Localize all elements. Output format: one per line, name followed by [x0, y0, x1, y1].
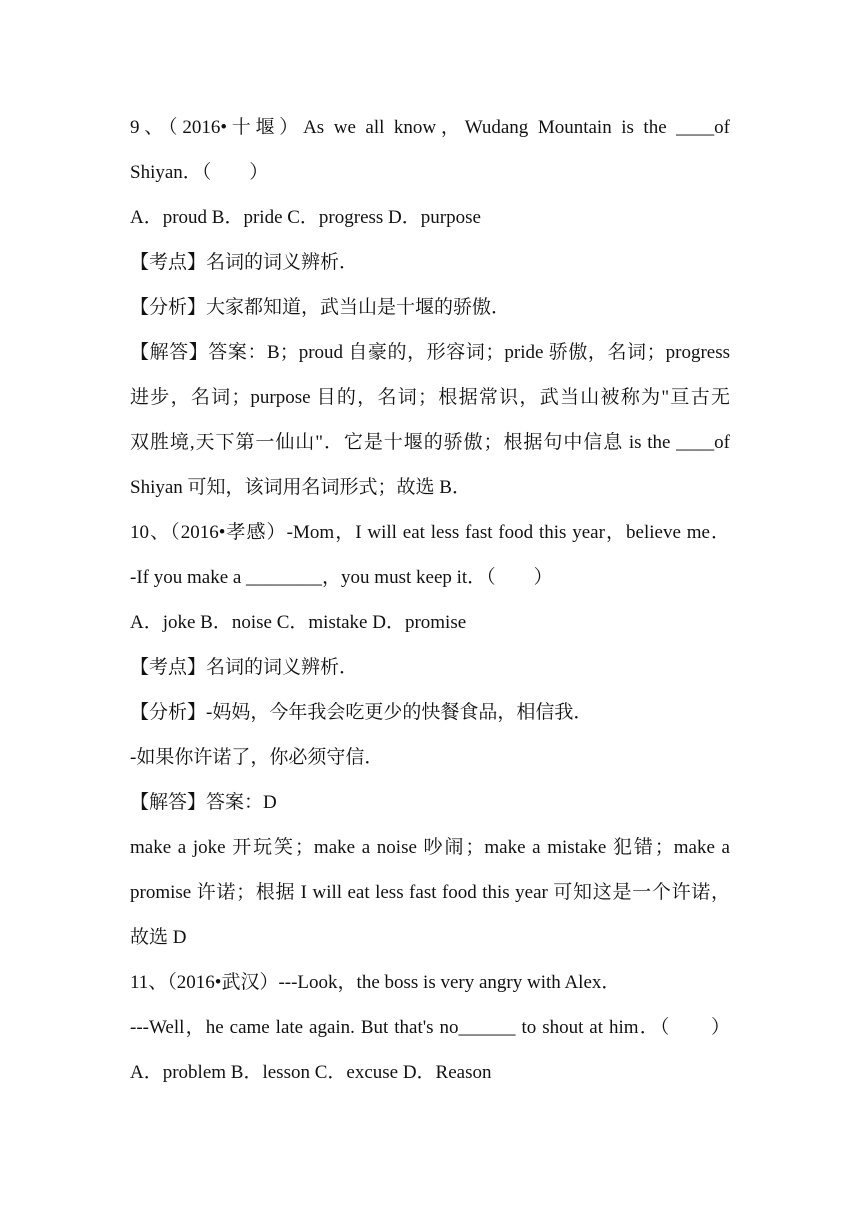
q10-explain-line1: make a joke 开玩笑；make a noise 吵闹；make a mistake 犯错；make a	[130, 837, 730, 858]
q9-options: A．proud B．pride C．progress D．purpose	[130, 207, 481, 228]
q9-stem-line1: 9、（2016•十堰）As we all know，Wudang Mountain is the ____of	[130, 117, 730, 138]
q10-kaodian: 【考点】名词的词义辨析．	[130, 657, 359, 678]
q10-stem-line2: -If you make a ________，you must keep it．（ ）	[130, 567, 553, 588]
q10-jieda: 【解答】答案：D	[130, 792, 277, 813]
q11-stem-line1: 11、（2016•武汉）---Look，the boss is very angry with Alex．	[130, 972, 621, 993]
q9-fenxi: 【分析】大家都知道，武当山是十堰的骄傲．	[130, 297, 511, 318]
q9-jieda-line4: Shiyan 可知，该词用名词形式；故选 B．	[130, 477, 471, 498]
document-body	[130, 105, 730, 1095]
q10-options: A．joke B．noise C．mistake D．promise	[130, 612, 467, 633]
q10-stem-line1: 10、（2016•孝感）-Mom，I will eat less fast food this year，believe me．	[130, 522, 730, 543]
q10-explain-line2: promise 许诺；根据 I will eat less fast food this year 可知这是一个许诺，	[130, 882, 730, 903]
q10-fenxi-line2: -如果你许诺了，你必须守信．	[130, 747, 384, 768]
q9-jieda-line1: 【解答】答案：B；proud 自豪的，形容词；pride 骄傲，名词；progress	[130, 342, 730, 363]
q9-jieda-line3: 双胜境,天下第一仙山"．它是十堰的骄傲；根据句中信息 is the ____of	[130, 432, 730, 453]
q11-options: A．problem B．lesson C．excuse D．Reason	[130, 1062, 492, 1083]
q9-jieda-line2: 进步，名词；purpose 目的，名词；根据常识，武当山被称为"亘古无	[130, 387, 730, 408]
q9-stem-line2: Shiyan．（ ）	[130, 162, 269, 183]
q11-stem-line2: ---Well，he came late again. But that's no______ to shout at him．（ ）	[130, 1017, 730, 1038]
q10-fenxi-line1: 【分析】-妈妈，今年我会吃更少的快餐食品，相信我．	[130, 702, 593, 723]
q9-kaodian: 【考点】名词的词义辨析．	[130, 252, 359, 273]
q10-explain-line3: 故选 D	[130, 927, 187, 948]
